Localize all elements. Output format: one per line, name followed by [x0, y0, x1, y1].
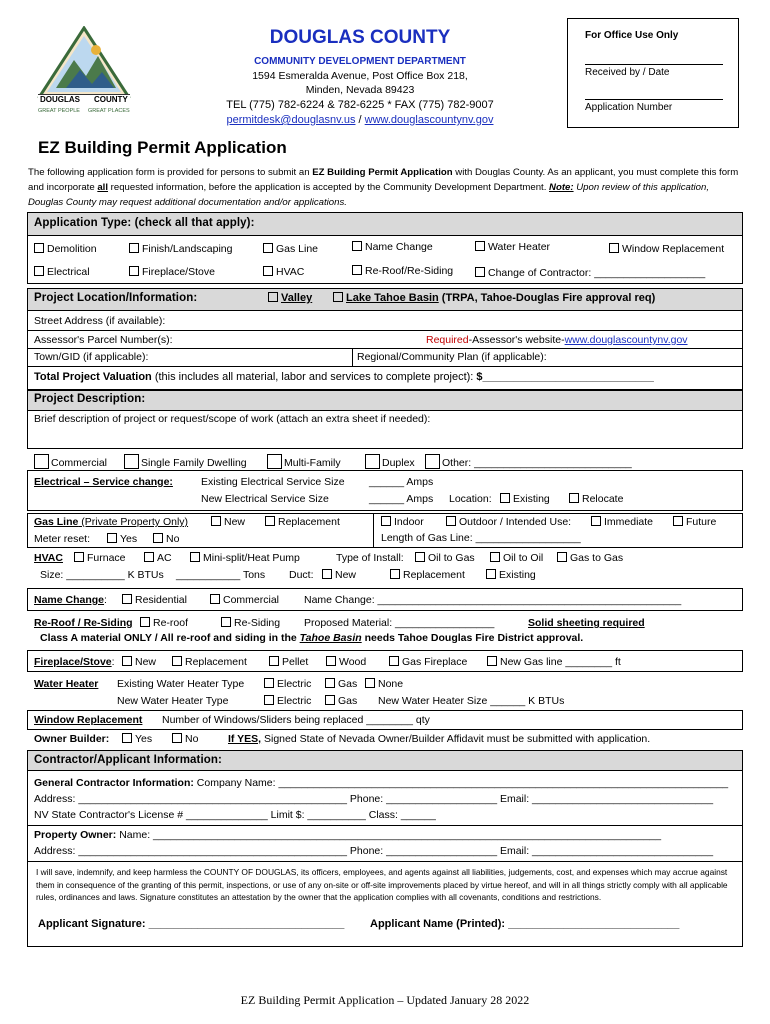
county-title: DOUGLAS COUNTY — [269, 27, 451, 48]
county-logo: DOUGLAS COUNTY GREAT PEOPLE GREAT PLACES — [36, 26, 132, 118]
check-ob-yes[interactable]: Yes — [122, 733, 152, 745]
check-duct-existing[interactable]: Existing — [486, 569, 536, 581]
check-pellet[interactable]: Pellet — [269, 656, 308, 668]
street-address-label: Street Address (if available): — [34, 315, 166, 327]
class-a-note: Class A material ONLY / All re-roof and siding in the Tahoe Basin needs Tahoe Douglas Fire District approval. — [40, 632, 584, 644]
project-description-header: Project Description: — [34, 393, 146, 405]
check-hvac[interactable]: HVAC — [263, 266, 304, 278]
check-residing[interactable]: Re-Siding — [221, 617, 280, 629]
regional-plan-label: Regional/Community Plan (if applicable): — [357, 351, 547, 363]
new-wh-size-field[interactable]: New Water Heater Size ______ K BTUs — [378, 695, 565, 707]
check-single-family[interactable]: Single Family Dwelling — [124, 454, 247, 469]
contractor-header: Contractor/Applicant Information: — [34, 754, 222, 766]
existing-service-label: Existing Electrical Service Size — [201, 476, 345, 488]
check-residential[interactable]: Residential — [122, 594, 187, 606]
check-reroof[interactable]: Re-roof — [140, 617, 188, 629]
check-ac[interactable]: AC — [144, 552, 172, 564]
electrical-label: Electrical – Service change: — [34, 476, 173, 488]
application-type-header: Application Type: (check all that apply): — [34, 217, 255, 229]
check-valley[interactable]: Valley — [268, 292, 312, 304]
check-new-electric[interactable]: Electric — [264, 695, 311, 707]
reroof-label: Re-Roof / Re-Siding — [34, 617, 133, 629]
check-future[interactable]: Future — [673, 516, 716, 528]
check-gas-line[interactable]: Gas Line — [263, 243, 318, 255]
water-heater-label: Water Heater — [34, 678, 99, 690]
office-use-box — [567, 18, 739, 128]
check-relocate[interactable]: Relocate — [569, 493, 623, 505]
check-commercial[interactable]: Commercial — [34, 454, 107, 469]
check-new-gas[interactable]: Gas — [325, 695, 357, 707]
phone-line: TEL (775) 782-6224 & 782-6225 * FAX (775) 782-9007 — [226, 99, 494, 111]
check-oil-to-oil[interactable]: Oil to Oil — [490, 552, 543, 564]
contact-links: permitdesk@douglasnv.us / www.douglascountynv.gov — [226, 114, 494, 126]
check-duplex[interactable]: Duplex — [365, 454, 415, 469]
duct-label: Duct: — [289, 569, 314, 581]
address-line-2: Minden, Nevada 89423 — [305, 84, 415, 96]
existing-amps-field[interactable]: ______ Amps — [369, 476, 434, 488]
license-field[interactable]: NV State Contractor's License # ______________ Limit $: __________ Class: ______ — [34, 809, 436, 821]
check-new-gas-line[interactable]: New Gas line ________ ft — [487, 656, 621, 668]
gas-length-field[interactable]: Length of Gas Line: __________________ — [381, 532, 581, 544]
check-location-existing[interactable]: Existing — [500, 493, 550, 505]
email-link[interactable]: permitdesk@douglasnv.us — [226, 114, 356, 126]
owner-builder-note: If YES, Signed State of Nevada Owner/Builder Affidavit must be submitted with application. — [228, 733, 651, 745]
install-type-label: Type of Install: — [336, 552, 404, 564]
indemnity-statement: I will save, indemnify, and keep harmless the COUNTY OF DOUGLAS, its officers, employees, and agents against all liabilities, judgements, cost, and expenses which may accrue against them in consequence of the granting of this permit, inspections, or use of any on-site or off-site improvements placed by virtue hereof, and will in all things strictly comply with all applicable rules, ordinances and laws. Signature constitutes an attestation by the owner that the application complies with all covenants, conditions and restrictions. — [36, 867, 728, 903]
description-prompt: Brief description of project or request/scope of work (attach an extra sheet if needed): — [34, 413, 431, 425]
project-location-header: Project Location/Information: — [34, 292, 198, 304]
check-name-change[interactable]: Name Change — [352, 241, 433, 253]
intro-paragraph: The following application form is provided for persons to submit an EZ Building Permit Application with Douglas County. As an applicant, you must complete this form and incorporate all requested information, before the application is accepted by the Community Development Department. Note: Upon review of this application, Douglas County may request additional documentation and/or applications. — [28, 167, 739, 208]
check-gas-fireplace[interactable]: Gas Fireplace — [389, 656, 467, 668]
check-fp-replacement[interactable]: Replacement — [172, 656, 247, 668]
check-wood[interactable]: Wood — [326, 656, 366, 668]
department-name: COMMUNITY DEVELOPMENT DEPARTMENT — [254, 56, 466, 67]
check-existing-gas[interactable]: Gas — [325, 678, 357, 690]
check-gas-to-gas[interactable]: Gas to Gas — [557, 552, 623, 564]
office-use-title: For Office Use Only — [585, 30, 679, 41]
footer: EZ Building Permit Application – Updated January 28 2022 — [240, 993, 530, 1007]
check-finish-landscaping[interactable]: Finish/Landscaping — [129, 243, 232, 255]
hvac-size-field[interactable]: Size: __________ K BTUs — [40, 569, 164, 581]
address-line-1: 1594 Esmeralda Avenue, Post Office Box 218, — [252, 70, 468, 82]
window-replacement-label: Window Replacement — [34, 714, 143, 726]
window-qty-field[interactable]: Number of Windows/Sliders being replaced ________ qty — [162, 714, 430, 726]
check-electrical[interactable]: Electrical — [34, 266, 90, 278]
hvac-label: HVAC — [34, 552, 63, 564]
check-nc-commercial[interactable]: Commercial — [210, 594, 279, 606]
check-oil-to-gas[interactable]: Oil to Gas — [415, 552, 475, 564]
existing-wh-type-label: Existing Water Heater Type — [117, 678, 245, 690]
check-gas-replacement[interactable]: Replacement — [265, 516, 340, 528]
check-none[interactable]: None — [365, 678, 403, 690]
fireplace-label: Fireplace/Stove: — [34, 656, 115, 668]
electrical-location-label: Location: — [449, 493, 492, 505]
check-fireplace-stove[interactable]: Fireplace/Stove — [129, 266, 215, 278]
check-ob-no[interactable]: No — [172, 733, 198, 745]
check-meter-no[interactable]: No — [153, 533, 179, 545]
name-change-field[interactable]: Name Change: ____________________________________________________ — [304, 594, 682, 606]
proposed-material-field[interactable]: Proposed Material: _________________ — [304, 617, 495, 629]
town-gid-label: Town/GID (if applicable): — [34, 351, 149, 363]
applicant-name-field[interactable]: Applicant Name (Printed): ____________________________ — [370, 918, 680, 930]
owner-name-field[interactable]: Property Owner: Name: _______________________________________________________________________________________ — [34, 829, 662, 841]
name-change-label: Name Change: — [34, 594, 107, 606]
check-demolition[interactable]: Demolition — [34, 243, 97, 255]
new-amps-field[interactable]: ______ Amps — [369, 493, 434, 505]
check-outdoor[interactable]: Outdoor / Intended Use: — [446, 516, 571, 528]
check-water-heater[interactable]: Water Heater — [475, 241, 550, 253]
check-multi-family[interactable]: Multi-Family — [267, 454, 341, 469]
check-change-of-contractor[interactable]: Change of Contractor: ___________________ — [475, 267, 705, 279]
meter-reset-label: Meter reset: — [34, 533, 91, 545]
application-number-label: Application Number — [585, 102, 673, 113]
check-window-replacement[interactable]: Window Replacement — [609, 243, 724, 255]
total-project-valuation[interactable]: Total Project Valuation (this includes all material, labor and services to complete project): $____________________________ — [34, 371, 654, 383]
check-fp-new[interactable]: New — [122, 656, 156, 668]
company-name-field[interactable]: General Contractor Information: Company Name: _____________________________________________________________________________ — [34, 777, 729, 789]
page-title: EZ Building Permit Application — [38, 138, 287, 157]
check-existing-electric[interactable]: Electric — [264, 678, 311, 690]
website-link[interactable]: www.douglascountynv.gov — [364, 114, 494, 126]
check-reroof-residing[interactable]: Re-Roof/Re-Siding — [352, 265, 453, 277]
parcel-number-label: Assessor's Parcel Number(s): — [34, 334, 173, 346]
owner-builder-label: Owner Builder: — [34, 733, 110, 745]
contractor-address-field[interactable]: Address: ______________________________________________ Phone: ___________________ Email: _______________________________ — [34, 793, 714, 805]
assessor-website-link[interactable]: www.douglascountynv.gov — [564, 334, 688, 346]
received-by-label: Received by / Date — [585, 67, 670, 78]
owner-address-field[interactable]: Address: ______________________________________________ Phone: ___________________ Email: _______________________________ — [34, 845, 714, 857]
check-gas-new[interactable]: New — [211, 516, 245, 528]
gas-line-label: Gas Line (Private Property Only) — [34, 516, 189, 528]
check-other[interactable]: Other: ___________________________ — [425, 454, 632, 469]
check-minisplit[interactable]: Mini-split/Heat Pump — [190, 552, 300, 564]
check-meter-yes[interactable]: Yes — [107, 533, 137, 545]
assessor-note: Required-Assessor's website-www.douglascountynv.gov — [426, 334, 688, 346]
solid-sheeting-note: Solid sheeting required — [528, 617, 645, 629]
check-furnace[interactable]: Furnace — [74, 552, 126, 564]
hvac-tons-field[interactable]: ___________ Tons — [176, 569, 266, 581]
new-wh-type-label: New Water Heater Type — [117, 695, 229, 707]
check-immediate[interactable]: Immediate — [591, 516, 653, 528]
check-indoor[interactable]: Indoor — [381, 516, 424, 528]
applicant-signature-field[interactable]: Applicant Signature: ________________________________ — [38, 918, 345, 930]
check-duct-replacement[interactable]: Replacement — [390, 569, 465, 581]
check-lake-tahoe-basin[interactable]: Lake Tahoe Basin (TRPA, Tahoe-Douglas Fire approval req) — [333, 292, 655, 304]
check-duct-new[interactable]: New — [322, 569, 356, 581]
new-service-label: New Electrical Service Size — [201, 493, 329, 505]
